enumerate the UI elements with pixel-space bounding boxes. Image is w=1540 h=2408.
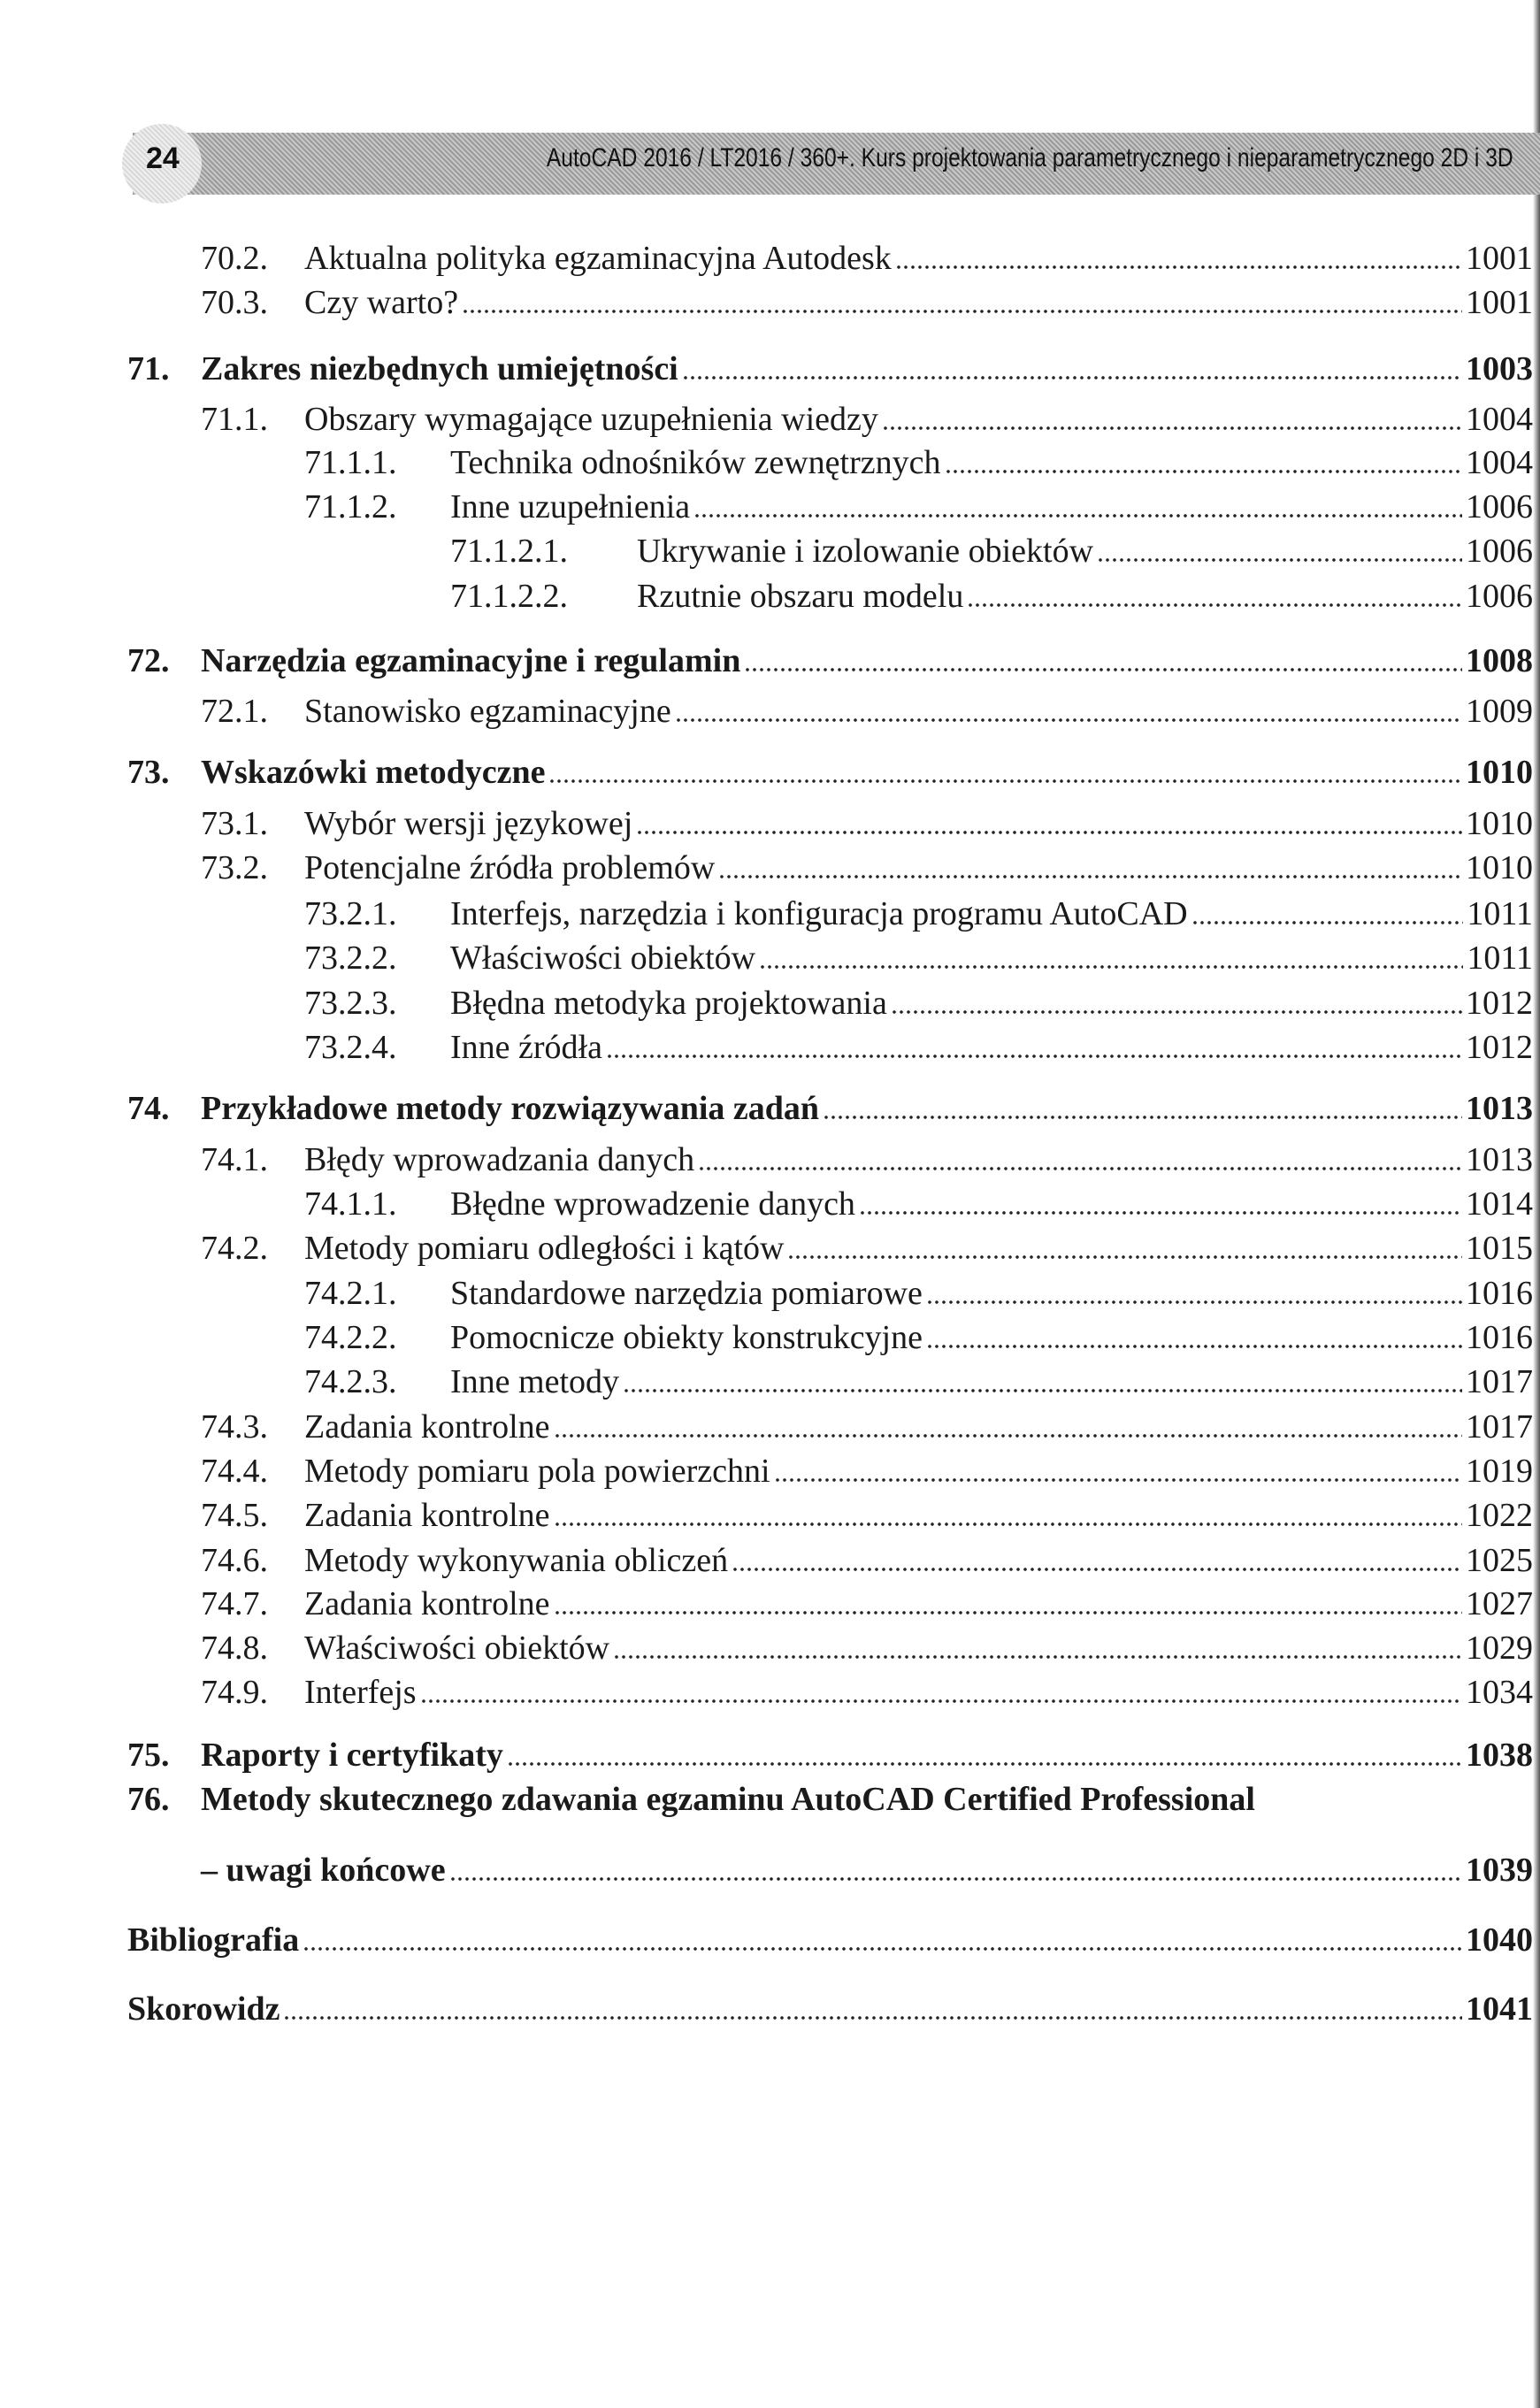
toc-entry-page: 1012 — [1466, 985, 1533, 1022]
toc-entry-number: 73.2.3. — [304, 985, 397, 1022]
toc-entry[interactable] — [304, 1028, 1533, 1067]
dot-leader — [623, 1389, 1462, 1392]
toc-entry-number: 71.1. — [201, 401, 268, 438]
toc-entry[interactable] — [201, 1541, 1533, 1580]
toc-entry-title: Zadania kontrolne — [304, 1497, 550, 1534]
toc-entry-number: 74.2.2. — [304, 1319, 397, 1356]
toc-entry-page: 1025 — [1466, 1542, 1533, 1579]
toc-entry[interactable] — [201, 1673, 1533, 1712]
toc-entry-title: Błędna metodyka projektowania — [450, 985, 887, 1022]
dot-leader — [945, 470, 1463, 473]
toc-entry[interactable] — [127, 753, 1533, 792]
toc-entry-title: Obszary wymagające uzupełnienia wiedzy — [304, 401, 878, 438]
toc-entry-page: 1003 — [1466, 350, 1533, 387]
toc-entry-title: Wskazówki metodyczne — [201, 754, 546, 791]
toc-entry[interactable] — [304, 1274, 1533, 1313]
toc-entry-page: 1034 — [1466, 1674, 1533, 1711]
dot-leader — [895, 265, 1462, 269]
toc-entry-number: 74.3. — [201, 1408, 268, 1446]
dot-leader — [675, 718, 1462, 722]
toc-entry[interactable] — [201, 1496, 1533, 1535]
toc-entry-page: 1006 — [1466, 578, 1533, 615]
toc-entry-title: Raporty i certyfikaty — [201, 1737, 503, 1774]
toc-entry-page: 1022 — [1466, 1497, 1533, 1534]
page-edge-shadow — [1533, 0, 1540, 2408]
toc-entry-number: 71.1.2.1. — [450, 533, 568, 570]
toc-entry-page: 1009 — [1466, 693, 1533, 730]
dot-leader — [507, 1762, 1462, 1766]
toc-entry[interactable] — [201, 1452, 1533, 1491]
toc-entry[interactable] — [127, 1851, 1533, 1890]
running-title: AutoCAD 2016 / LT2016 / 360+. Kurs projektowania parametrycznego i nieparametrycznego 2D i 3D — [547, 143, 1513, 173]
toc-entry-number: 72.1. — [201, 693, 268, 730]
toc-entry-number: 73.2.1. — [304, 895, 397, 932]
dot-leader — [859, 1211, 1462, 1215]
toc-entry-title: Błędy wprowadzania danych — [304, 1141, 695, 1178]
toc-entry[interactable] — [201, 1140, 1533, 1179]
toc-entry-number: 73.2. — [201, 849, 268, 886]
dot-leader — [718, 875, 1462, 878]
toc-entry-number: 71.1.1. — [304, 444, 397, 481]
dot-leader — [462, 310, 1462, 313]
toc-entry[interactable] — [201, 848, 1533, 887]
toc-entry[interactable] — [127, 349, 1533, 388]
toc-entry-title: Zakres niezbędnych umiejętności — [201, 350, 678, 387]
toc-entry-title: Czy warto? — [304, 284, 459, 321]
toc-entry-number: 70.2. — [201, 240, 268, 277]
toc-entry-title: Metody wykonywania obliczeń — [304, 1542, 729, 1579]
toc-entry-number: 73.1. — [201, 805, 268, 842]
dot-leader — [926, 1300, 1462, 1304]
toc-entry[interactable] — [201, 239, 1533, 278]
dot-leader — [744, 668, 1462, 671]
toc-entry-page: 1040 — [1466, 1921, 1533, 1959]
toc-entry-title: Inne metody — [450, 1363, 620, 1400]
toc-entry-title: Narzędzia egzaminacyjne i regulamin — [201, 642, 741, 679]
toc-entry-title-line1: Metody skutecznego zdawania egzaminu AutoCAD Certified Professional — [201, 1781, 1255, 1818]
toc-entry-page: 1016 — [1466, 1275, 1533, 1312]
toc-entry-title: Pomocnicze obiekty konstrukcyjne — [450, 1319, 923, 1356]
toc-entry-page: 1027 — [1466, 1585, 1533, 1622]
toc-entry[interactable] — [127, 641, 1533, 680]
toc-entry-title: Zadania kontrolne — [304, 1585, 550, 1622]
toc-entry-number: 71.1.2. — [304, 488, 397, 525]
toc-entry-title: Metody pomiaru odległości i kątów — [304, 1230, 785, 1267]
toc-entry-page: 1008 — [1466, 642, 1533, 679]
toc-entry[interactable] — [201, 1629, 1533, 1668]
dot-leader — [682, 376, 1462, 380]
toc-entry-page: 1004 — [1466, 444, 1533, 481]
toc-entry-page: 1029 — [1466, 1630, 1533, 1667]
toc-entry-page: 1038 — [1466, 1737, 1533, 1774]
toc-entry[interactable] — [201, 1584, 1533, 1623]
toc-entry-number: 74.2.1. — [304, 1275, 397, 1312]
toc-entry-title: Właściwości obiektów — [304, 1630, 610, 1667]
toc-entry-page: 1001 — [1466, 240, 1533, 277]
toc-entry-title: Interfejs, narzędzia i konfiguracja programu AutoCAD — [450, 895, 1188, 932]
toc-entry-title: Interfejs — [304, 1674, 417, 1711]
toc-entry-page: 1006 — [1466, 488, 1533, 525]
toc-entry-number: 74.8. — [201, 1630, 268, 1667]
toc-entry[interactable] — [304, 487, 1533, 526]
toc-entry[interactable] — [201, 1407, 1533, 1446]
dot-leader — [554, 1611, 1462, 1614]
dot-leader — [774, 1478, 1462, 1482]
dot-leader — [1097, 558, 1462, 562]
toc-entry[interactable] — [450, 532, 1533, 571]
toc-entry-number: 74.1. — [201, 1141, 268, 1178]
toc-entry[interactable] — [201, 1229, 1533, 1268]
toc-entry-title: Standardowe narzędzia pomiarowe — [450, 1275, 923, 1312]
dot-leader — [1191, 921, 1464, 924]
toc-entry[interactable] — [304, 984, 1533, 1023]
toc-entry-title: Zadania kontrolne — [304, 1408, 550, 1446]
toc-entry-number: 75. — [127, 1737, 170, 1774]
toc-entry-number: 74.9. — [201, 1674, 268, 1711]
toc-entry-page: 1039 — [1466, 1852, 1533, 1889]
dot-leader — [613, 1655, 1462, 1659]
toc-entry-title: Rzutnie obszaru modelu — [637, 578, 964, 615]
dot-leader — [636, 831, 1462, 834]
toc-entry-page: 1017 — [1466, 1363, 1533, 1400]
toc-entry[interactable] — [304, 1318, 1533, 1357]
toc-entry[interactable] — [304, 1362, 1533, 1401]
toc-entry-page: 1010 — [1466, 805, 1533, 842]
toc-entry-title: Błędne wprowadzenie danych — [450, 1185, 855, 1223]
toc-entry-title: Właściwości obiektów — [450, 939, 756, 977]
toc-entry[interactable] — [304, 939, 1533, 978]
dot-leader — [926, 1345, 1462, 1348]
toc-entry-page: 1013 — [1466, 1141, 1533, 1178]
dot-leader — [698, 1167, 1462, 1170]
toc-entry-page: 1015 — [1466, 1230, 1533, 1267]
toc-entry[interactable] — [127, 1736, 1533, 1775]
toc-entry[interactable] — [201, 283, 1533, 322]
toc-entry-number: 76. — [127, 1781, 170, 1818]
dot-leader — [606, 1054, 1462, 1058]
toc-entry-number: 74.2. — [201, 1230, 268, 1267]
toc-entry-number: 71. — [127, 350, 170, 387]
dot-leader — [420, 1699, 1462, 1703]
page-number: 24 — [146, 142, 180, 175]
toc-entry[interactable] — [127, 1921, 1533, 1959]
toc-entry-number: 72. — [127, 642, 170, 679]
toc-entry-title: Ukrywanie i izolowanie obiektów — [637, 533, 1094, 570]
dot-leader — [759, 965, 1463, 969]
toc-entry-title: Aktualna polityka egzaminacyjna Autodesk — [304, 240, 892, 277]
dot-leader — [823, 1116, 1462, 1119]
toc-entry-page: 1041 — [1466, 1990, 1533, 2028]
toc-entry-page: 1016 — [1466, 1319, 1533, 1356]
toc-entry-number: 71.1.2.2. — [450, 578, 568, 615]
toc-entry-title: Inne źródła — [450, 1029, 602, 1066]
toc-entry-number: 73.2.2. — [304, 939, 397, 977]
dot-leader — [554, 1434, 1462, 1438]
toc-entry-page: 1011 — [1467, 939, 1533, 977]
toc-entry-number: 74.2.3. — [304, 1363, 397, 1400]
dot-leader — [303, 1947, 1462, 1951]
dot-leader — [891, 1010, 1462, 1014]
toc-entry-title: Potencjalne źródła problemów — [304, 849, 716, 886]
toc-entry-number: 73.2.4. — [304, 1029, 397, 1066]
toc-entry-title: Metody pomiaru pola powierzchni — [304, 1453, 770, 1490]
toc-entry[interactable] — [201, 400, 1533, 439]
toc-entry-page: 1006 — [1466, 533, 1533, 570]
toc-entry-page: 1013 — [1466, 1090, 1533, 1127]
toc-entry-page: 1019 — [1466, 1453, 1533, 1490]
toc-entry-page: 1011 — [1467, 895, 1533, 932]
toc-entry-title: Wybór wersji językowej — [304, 805, 633, 842]
toc-entry[interactable] — [304, 894, 1533, 933]
toc-entry[interactable] — [304, 443, 1533, 482]
toc-entry-title: Technika odnośników zewnętrznych — [450, 444, 941, 481]
toc-entry[interactable] — [127, 1990, 1533, 2028]
toc-entry-title: Bibliografia — [127, 1921, 300, 1959]
dot-leader — [554, 1522, 1462, 1526]
toc-entry[interactable] — [127, 1089, 1533, 1128]
dot-leader — [449, 1877, 1462, 1881]
toc-entry-number: 74.5. — [201, 1497, 268, 1534]
toc-entry-number: 73. — [127, 754, 170, 791]
toc-entry-page: 1010 — [1466, 754, 1533, 791]
toc-entry-title: Skorowidz — [127, 1990, 280, 2028]
toc-entry-number: 74.4. — [201, 1453, 268, 1490]
toc-entry[interactable] — [201, 804, 1533, 843]
toc-entry-number: 70.3. — [201, 284, 268, 321]
toc-entry-number: 74.7. — [201, 1585, 268, 1622]
toc-entry-page: 1017 — [1466, 1408, 1533, 1446]
dot-leader — [283, 2016, 1462, 2020]
toc-entry-title: Przykładowe metody rozwiązywania zadań — [201, 1090, 820, 1127]
toc-entry[interactable] — [201, 692, 1533, 731]
toc-entry-title: Stanowisko egzaminacyjne — [304, 693, 671, 730]
toc-entry-title: – uwagi końcowe — [201, 1852, 446, 1889]
toc-entry-page: 1001 — [1466, 284, 1533, 321]
toc-entry-page: 1014 — [1466, 1185, 1533, 1223]
toc-entry-page: 1012 — [1466, 1029, 1533, 1066]
toc-entry-number: 74.1.1. — [304, 1185, 397, 1223]
dot-leader — [732, 1568, 1462, 1571]
dot-leader — [548, 779, 1462, 783]
dot-leader — [882, 426, 1462, 430]
dot-leader — [693, 514, 1462, 518]
toc-entry-number: 74. — [127, 1090, 170, 1127]
toc-entry[interactable] — [304, 1185, 1533, 1223]
dot-leader — [967, 603, 1462, 607]
dot-leader — [787, 1255, 1462, 1259]
toc-entry-number: 74.6. — [201, 1542, 268, 1579]
toc-entry-title: Inne uzupełnienia — [450, 488, 691, 525]
toc-entry[interactable] — [450, 577, 1533, 616]
toc-entry-page: 1004 — [1466, 401, 1533, 438]
toc-entry-page: 1010 — [1466, 849, 1533, 886]
